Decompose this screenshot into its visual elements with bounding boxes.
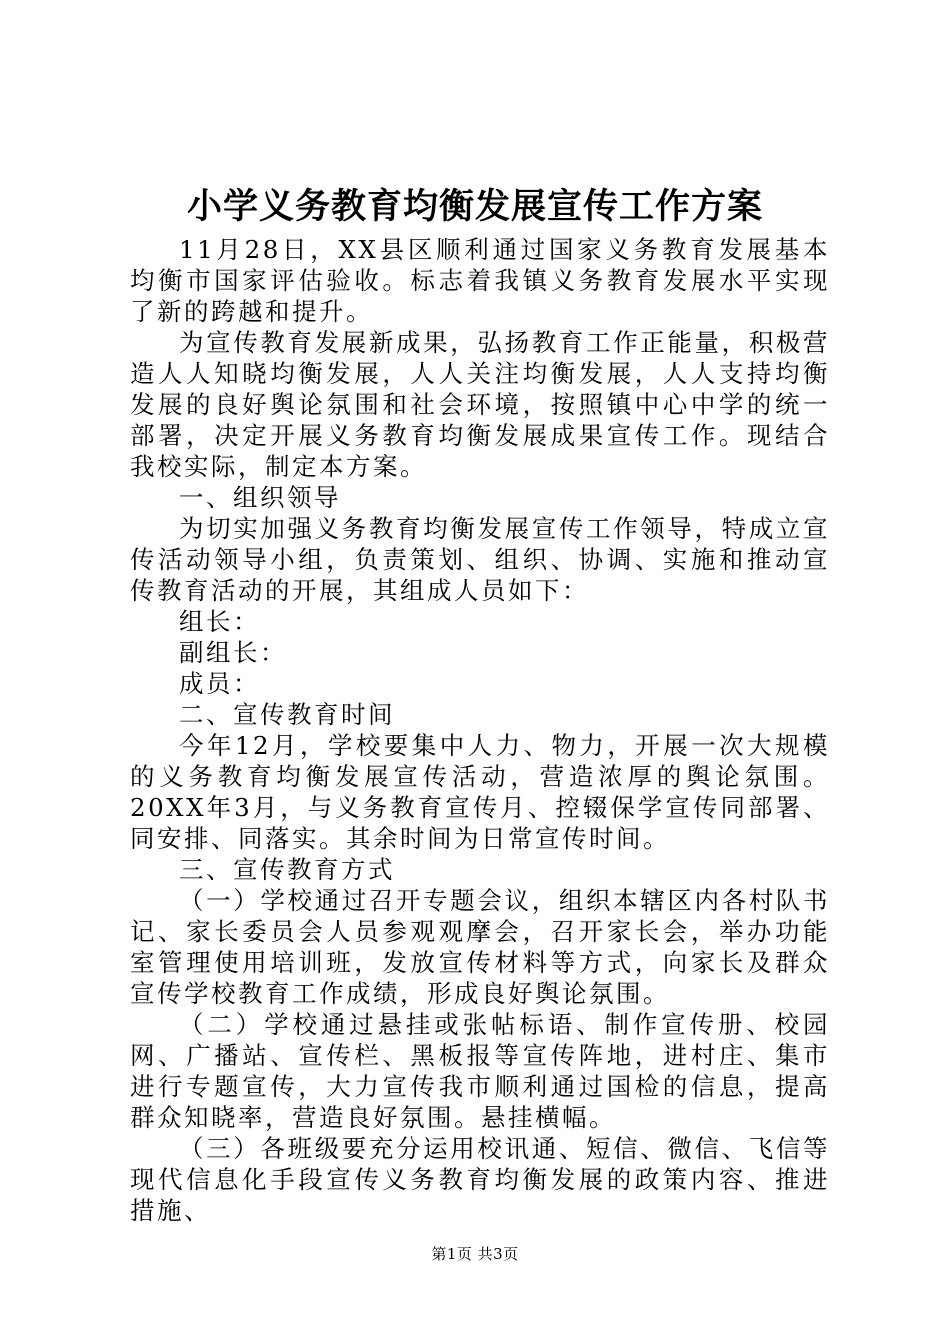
section-heading-time: 二、宣传教育时间 (179, 700, 395, 729)
document-title: 小学义务教育均衡发展宣传工作方案 (186, 186, 763, 227)
section-heading-organization: 一、组织领导 (179, 483, 341, 512)
role-members: 成员： (179, 669, 260, 698)
role-deputy-leader: 副组长： (179, 638, 287, 667)
paragraph-purpose: 为宣传教育发展新成果，弘扬教育工作正能量，积极营造人人知晓均衡发展，人人关注均衡发展，人人支持均衡发展的良好舆论氛围和社会环境，按照镇中心中学的统一部署，决定开展义务教育均衡发展成果宣传工作。现结合我校实际，制定本方案。 (130, 328, 830, 481)
paragraph-organization: 为切实加强义务教育均衡发展宣传工作领导，特成立宣传活动领导小组，负责策划、组织、协调、实施和推动宣传教育活动的开展，其组成人员如下： (130, 514, 830, 605)
role-leader: 组长： (179, 607, 260, 636)
paragraph-time: 今年12月，学校要集中人力、物力，开展一次大规模的义务教育均衡发展宣传活动，营造浓厚的舆论氛围。20XX年3月，与义务教育宣传月、控辍保学宣传同部署、同安排、同落实。其余时间为日常宣传时间。 (130, 731, 830, 853)
paragraph-method-3: （三）各班级要充分运用校讯通、短信、微信、飞信等现代信息化手段宣传义务教育均衡发展的政策内容、推进措施、 (130, 1134, 830, 1225)
page-number-footer: 第1页 共3页 (431, 1245, 519, 1263)
paragraph-method-2: （二）学校通过悬挂或张帖标语、制作宣传册、校园网、广播站、宣传栏、黑板报等宣传阵地，进村庄、集市进行专题宣传，大力宣传我市顺利通过国检的信息，提高群众知晓率，营造良好氛围。悬挂横幅。 (130, 1010, 830, 1132)
section-heading-methods: 三、宣传教育方式 (179, 855, 395, 884)
document-body (130, 234, 830, 1226)
paragraph-method-1: （一）学校通过召开专题会议，组织本辖区内各村队书记、家长委员会人员参观观摩会，召开家长会，举办功能室管理使用培训班，发放宣传材料等方式，向家长及群众宣传学校教育工作成绩，形成良好舆论氛围。 (130, 886, 830, 1008)
paragraph-intro: 11月28日，XX县区顺利通过国家义务教育发展基本均衡市国家评估验收。标志着我镇义务教育发展水平实现了新的跨越和提升。 (130, 235, 830, 326)
